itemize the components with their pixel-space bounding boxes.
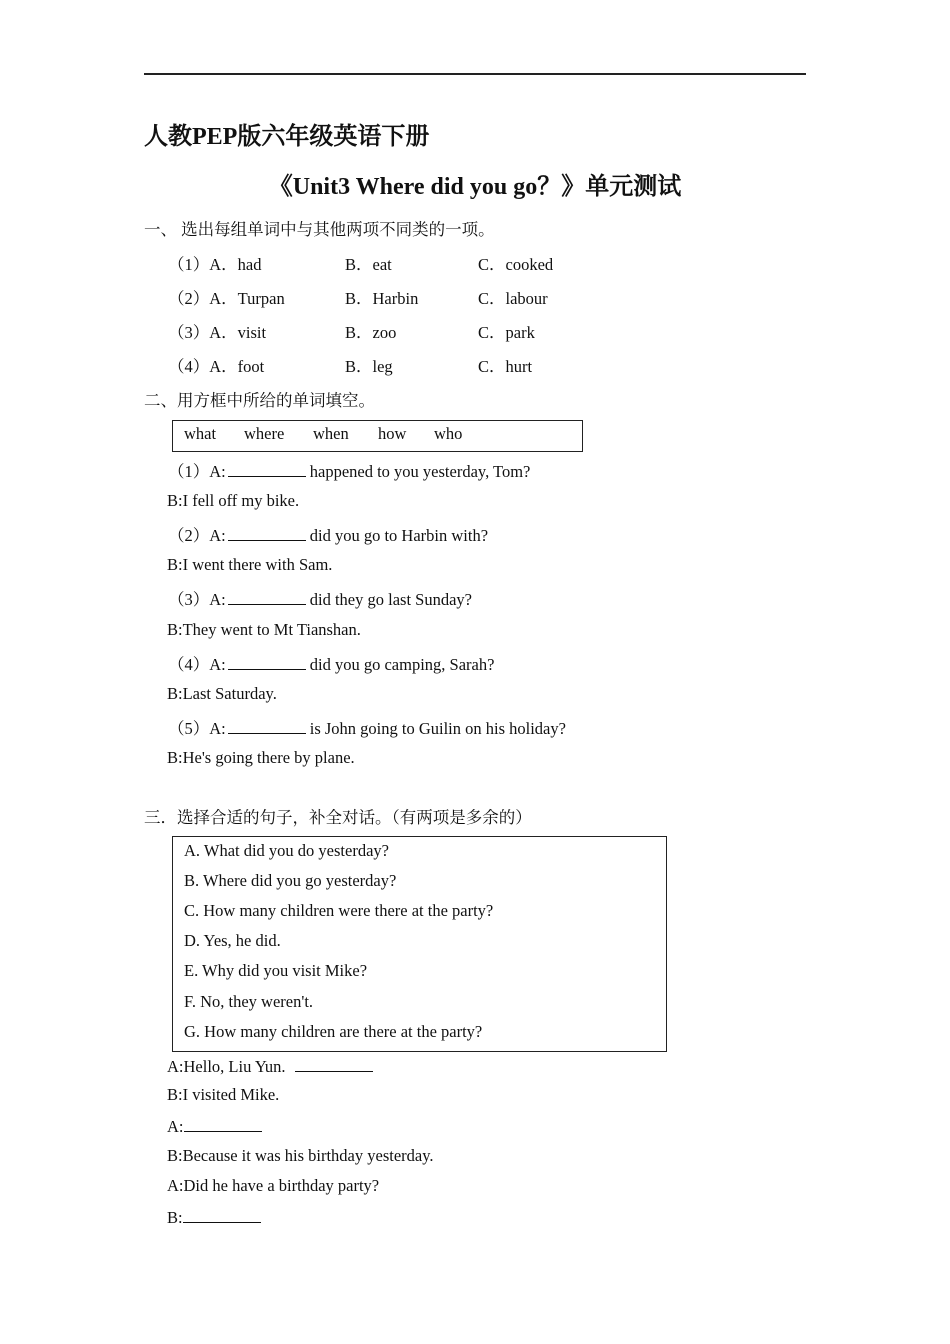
option-b: B．leg <box>345 357 393 376</box>
word-bank-box <box>172 420 583 452</box>
answer-blank[interactable] <box>228 588 306 605</box>
fill-answer: B:They went to Mt Tianshan. <box>167 620 361 639</box>
option-c: C．park <box>478 323 535 342</box>
option-item: F. No, they weren't. <box>184 992 314 1011</box>
option-c: C．labour <box>478 289 548 308</box>
document-title: 人教PEP版六年级英语下册 <box>144 124 430 150</box>
section1-item <box>0 251 950 275</box>
document-subtitle: 《Unit3 Where did you go？》单元测试 <box>268 174 682 200</box>
answer-blank[interactable] <box>228 717 306 734</box>
section1-item <box>0 319 950 343</box>
fill-answer: B:I went there with Sam. <box>167 555 333 574</box>
fill-question: （4）A: did you go camping, Sarah? <box>168 655 495 674</box>
fill-question: （3）A: did they go last Sunday? <box>168 590 472 609</box>
section1-heading: 一、 选出每组单词中与其他两项不同类的一项。 <box>144 220 495 239</box>
option-a: （3）A．visit <box>168 323 267 342</box>
options-box <box>172 836 667 1052</box>
dialogue-line: B: <box>167 1206 265 1228</box>
option-a: （1）A．had <box>168 255 262 274</box>
option-a: （4）A．foot <box>168 357 265 376</box>
dialogue-line: B:I visited Mike. <box>167 1085 280 1104</box>
header-rule <box>144 73 806 75</box>
option-item: D. Yes, he did. <box>184 931 281 950</box>
answer-blank[interactable] <box>184 1115 262 1132</box>
fill-question: （2）A: did you go to Harbin with? <box>168 526 489 545</box>
dialogue-line: A: <box>167 1115 266 1137</box>
section2-heading: 二、用方框中所给的单词填空。 <box>144 391 375 410</box>
answer-blank[interactable] <box>183 1206 261 1223</box>
section1-item <box>0 285 950 309</box>
answer-blank[interactable] <box>228 524 306 541</box>
fill-answer: B:I fell off my bike. <box>167 491 300 510</box>
section1-item <box>0 353 950 377</box>
dialogue-line: A:Hello, Liu Yun. <box>167 1055 377 1077</box>
answer-blank[interactable] <box>228 460 306 477</box>
answer-blank[interactable] <box>228 653 306 670</box>
option-item: G. How many children are there at the party? <box>184 1022 483 1041</box>
option-c: C．hurt <box>478 357 533 376</box>
option-item: A. What did you do yesterday? <box>184 841 389 860</box>
fill-answer: B:He's going there by plane. <box>167 748 355 767</box>
option-c: C．cooked <box>478 255 554 274</box>
section3-heading: 三．选择合适的句子，补全对话。（有两项是多余的） <box>144 808 532 827</box>
word-bank-word: where <box>244 424 285 443</box>
fill-question: （5）A: is John going to Guilin on his holiday? <box>168 719 566 738</box>
word-bank-word: how <box>378 424 407 443</box>
option-b: B．eat <box>345 255 392 274</box>
fill-question: （1）A: happened to you yesterday, Tom? <box>168 462 531 481</box>
fill-answer: B:Last Saturday. <box>167 684 277 703</box>
dialogue-line: A:Did he have a birthday party? <box>167 1176 380 1195</box>
option-b: B．Harbin <box>345 289 419 308</box>
option-item: E. Why did you visit Mike? <box>184 961 368 980</box>
dialogue-line: B:Because it was his birthday yesterday. <box>167 1146 434 1165</box>
option-item: C. How many children were there at the party? <box>184 901 494 920</box>
option-a: （2）A．Turpan <box>168 289 285 308</box>
option-item: B. Where did you go yesterday? <box>184 871 397 890</box>
option-b: B．zoo <box>345 323 397 342</box>
word-bank-word: what <box>184 424 217 443</box>
word-bank-word: who <box>434 424 463 443</box>
word-bank-word: when <box>313 424 349 443</box>
answer-blank[interactable] <box>295 1055 373 1072</box>
